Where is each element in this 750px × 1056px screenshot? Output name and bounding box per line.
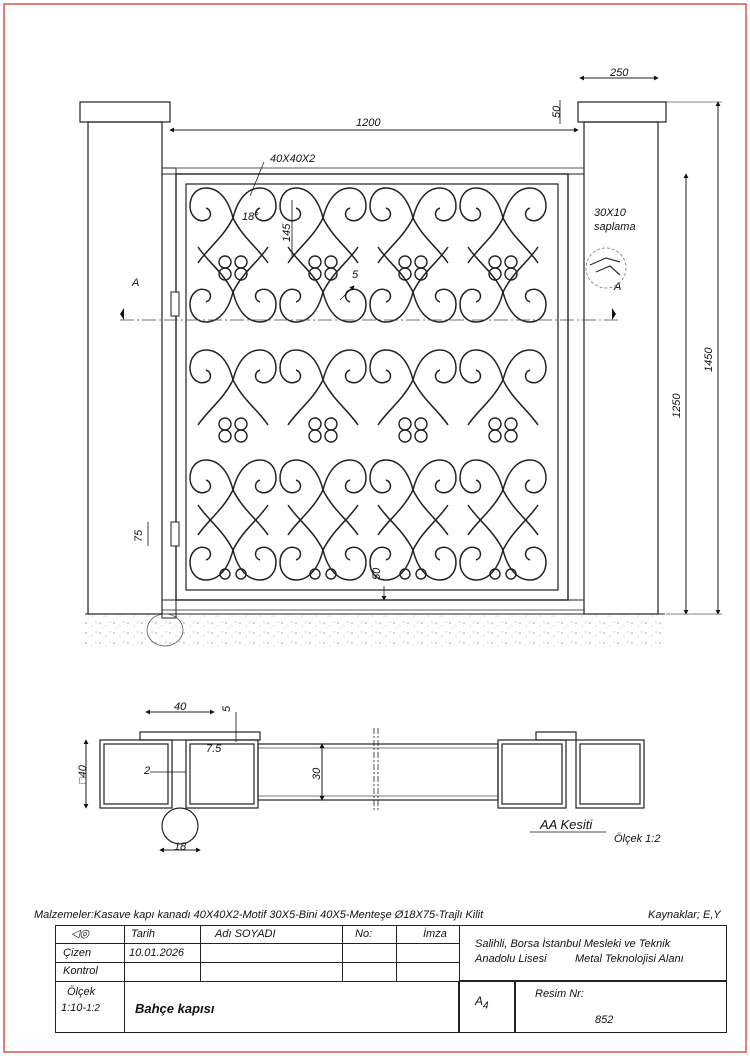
tb-drawn-date: 10.01.2026 — [129, 947, 185, 959]
right-post-cap — [578, 102, 666, 122]
gate-frame-outer — [176, 174, 568, 600]
dim-overall-height: 1450 — [703, 347, 715, 372]
tb-date-label: Tarih — [131, 928, 156, 940]
tb-scale-label: Ölçek — [67, 986, 96, 998]
tb-drawing-no: 852 — [595, 1014, 614, 1026]
tb-check-label: Kontrol — [63, 965, 98, 977]
left-post — [88, 122, 162, 614]
tb-title: Bahçe kapısı — [135, 1001, 215, 1016]
ground — [85, 614, 665, 646]
section-label-right: A — [614, 281, 622, 293]
dim-motif-angle: 18° — [242, 211, 259, 223]
title-block — [55, 925, 727, 1033]
dim-motif-height: 145 — [281, 223, 293, 242]
hinge-post — [162, 168, 176, 618]
sources-text: Kaynaklar; E,Y — [648, 909, 721, 921]
tb-school-3: Metal Teknolojisi Alanı — [575, 953, 684, 965]
tb-symbol: ◁◎ — [71, 928, 90, 940]
sec-pin: 18 — [174, 841, 187, 853]
section-label-left: A — [132, 277, 140, 289]
dim-post-width: 250 — [610, 67, 629, 79]
scroll-knots — [219, 256, 517, 579]
dim-motif-thickness: 5 — [352, 269, 359, 281]
dim-bottom-gap: 50 — [371, 567, 383, 580]
sec-wall: 2 — [144, 765, 151, 777]
sec-offset: 7.5 — [206, 743, 222, 755]
sec-frame-width: 40 — [174, 701, 187, 713]
left-post-cap — [80, 102, 170, 122]
gate-frame-inner — [186, 184, 558, 590]
sec-frame-height: □40 — [77, 765, 89, 784]
tb-name-label: Adı SOYADI — [215, 928, 276, 940]
tb-scale-value: 1:10-1:2 — [61, 1002, 100, 1014]
tb-drawing-no-label: Resim Nr: — [535, 988, 584, 1000]
dim-gate-height: 1250 — [671, 393, 683, 418]
hinge-top — [171, 292, 179, 316]
tb-sign-label: İmza — [423, 928, 447, 940]
tb-paper: $A_4$ — [475, 994, 489, 1012]
tb-school-2: Anadolu Lisesi — [475, 953, 547, 965]
tb-drawn-label: Çizen — [63, 947, 92, 959]
dim-profile: 40X40X2 — [270, 153, 316, 165]
dim-bracket-sub: saplama — [594, 221, 636, 233]
dim-post-cap: 50 — [551, 105, 563, 118]
dim-bracket: 30X10 — [594, 207, 626, 219]
section-title: AA Kesiti — [540, 817, 593, 832]
dim-hinge: 75 — [133, 529, 145, 542]
tb-no-label: No: — [355, 928, 373, 940]
sec-bar: 30 — [311, 767, 323, 780]
dim-opening-width: 1200 — [356, 117, 381, 129]
section-scale: Ölçek 1:2 — [614, 833, 661, 845]
sec-plate: 5 — [221, 705, 233, 712]
materials-text: Malzemeler:Kasave kapı kanadı 40X40X2-Motif 30X5-Bini 40X5-Menteşe Ø18X75-Trajlı Kilit — [34, 909, 484, 921]
hinge-bottom — [171, 522, 179, 546]
motif-pattern — [190, 188, 546, 580]
right-post — [584, 122, 658, 614]
tb-school-1: Salihli, Borsa İstanbul Mesleki ve Teknik — [475, 938, 671, 950]
sheet-border — [4, 4, 746, 1052]
